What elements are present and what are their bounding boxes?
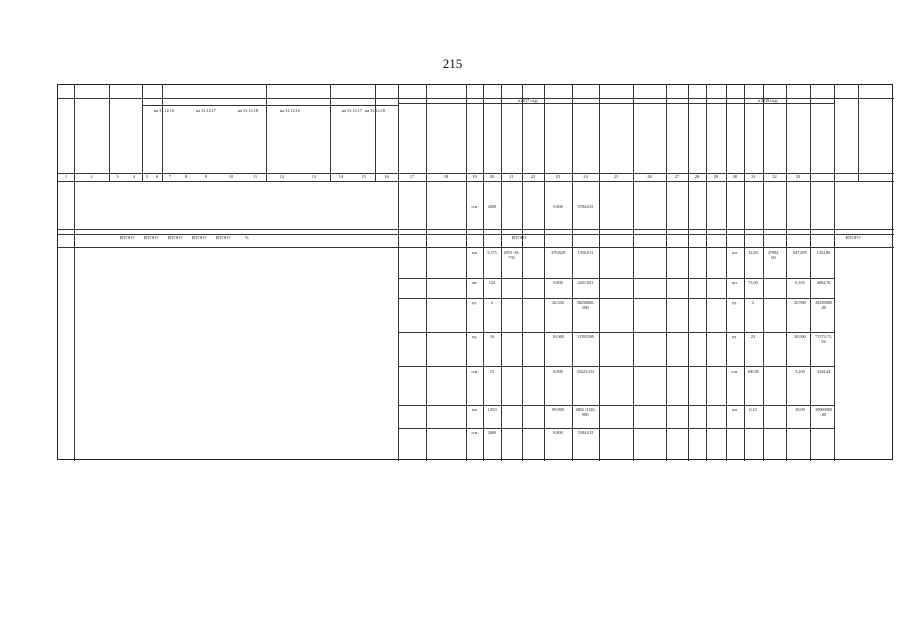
summary-cell: ИТОГО (215, 235, 231, 240)
column-number: 28 (694, 174, 700, 179)
row-rule (398, 405, 834, 406)
row-rule (58, 229, 894, 230)
cell-cost: 38250000 ,00 (815, 301, 832, 310)
cell-qty: 1,853 (487, 408, 497, 412)
cell-price: 47902, 00 (767, 251, 780, 260)
cell-qty: 73,00 (748, 281, 758, 285)
column-number: 24 (583, 174, 588, 179)
cell-unit: ед. (472, 335, 477, 339)
header-date: на 31.12.18 (238, 109, 258, 113)
row-rule (398, 428, 834, 429)
column-number: 31 (751, 174, 756, 179)
cell-cost: 4004,76 (816, 281, 831, 285)
cell-cost: 38250000, 000 (576, 301, 595, 310)
cell-unit: км (732, 408, 737, 412)
row-rule (398, 332, 834, 333)
cell-unit: ед. (472, 301, 477, 305)
header-date: на 31.12.17 (196, 109, 216, 113)
summary-cell: ИТОГО (119, 235, 135, 240)
cell-unit: ед. (732, 301, 737, 305)
column-number: 16 (384, 174, 389, 179)
cell-rate: 89,900 (552, 408, 564, 412)
cell-unit: км (732, 251, 737, 255)
cell-qty: 5,375 (487, 251, 497, 255)
cell-cost: 1352,86 (816, 251, 831, 255)
cell-rate: 5,200 (795, 370, 805, 374)
column-rule (74, 85, 75, 461)
cell-cost: 4451,653 (577, 281, 594, 285)
summary-cell: ИТОГО (511, 235, 527, 240)
cell-rate: 0,800 (553, 431, 563, 435)
column-number: 21 (509, 174, 514, 179)
cell-rate: 26,500 (552, 301, 564, 305)
cell-cost: 1356,011 (577, 251, 594, 255)
column-rule (142, 85, 143, 181)
column-number: 2 (90, 174, 93, 179)
row-rule (398, 298, 834, 299)
first-qty: 2600 (487, 205, 497, 209)
cell-cost: 5384,615 (577, 431, 594, 435)
header-date: на 31.12.17 (342, 109, 362, 113)
cell-price: 2053 /16, 735 (503, 251, 520, 260)
cell-unit: п.м (731, 370, 738, 374)
row-rule (398, 366, 834, 367)
cell-unit: шт (731, 281, 738, 285)
column-number: 22 (530, 174, 536, 179)
cell-qty: 23 (750, 335, 756, 339)
column-number: 25 (613, 174, 619, 179)
column-number: 23 (555, 174, 561, 179)
cell-rate: 20,900 (794, 335, 806, 339)
column-number: 4 (132, 174, 136, 179)
column-rule (330, 85, 331, 181)
header-date: на 31.12.16 (280, 109, 300, 113)
row-rule (58, 181, 894, 182)
cell-rate: 0,103 (795, 281, 805, 285)
cell-rate: 0,800 (553, 281, 563, 285)
cell-qty: 124 (488, 281, 496, 285)
first-unit: п.м (471, 205, 478, 209)
cell-cost: 31592500 (577, 335, 594, 339)
cell-unit: шт. (471, 281, 478, 285)
year-2018-header: в 2018 году (757, 99, 779, 103)
summary-cell: % (245, 235, 249, 240)
first-cost: 3784,615 (577, 205, 594, 209)
column-number: 20 (489, 174, 495, 179)
column-number: 27 (674, 174, 680, 179)
cell-unit: км (472, 408, 477, 412)
cell-unit: п.м (471, 370, 478, 374)
column-number: 8 (184, 174, 188, 179)
cell-qty: 32,84 (748, 251, 758, 255)
column-number: 12 (279, 174, 285, 179)
cell-rate: 16,900 (552, 335, 564, 339)
column-number: 9 (204, 174, 208, 179)
cell-qty: 0,23 (749, 408, 757, 412)
cell-qty: 2 (490, 301, 494, 305)
column-number: 32 (772, 174, 777, 179)
data-table (57, 84, 893, 460)
column-number: 33 (795, 174, 801, 179)
cell-unit: ед. (732, 335, 737, 339)
column-number: 13 (311, 174, 317, 179)
cell-qty: 2600 (487, 431, 497, 435)
cell-rate: 270,828 (551, 251, 565, 255)
row-rule (398, 278, 834, 279)
column-number: 26 (647, 174, 652, 179)
cell-cost: 39000000 ,00 (815, 408, 832, 417)
summary-cell: ИТОГО (143, 235, 159, 240)
cell-cost: 33223,333 (576, 370, 595, 374)
cell-cost: 4892 /2126, 885 (575, 408, 596, 417)
year-2017-header: в 2017 году (517, 99, 539, 103)
first-rate: 0,800 (553, 205, 563, 209)
cell-qty: 16 (489, 335, 495, 339)
column-rule (858, 85, 859, 181)
column-number: 11 (252, 174, 258, 179)
column-number: 17 (409, 174, 415, 179)
cell-rate: 6,900 (553, 370, 563, 374)
cell-unit: км (472, 251, 477, 255)
column-number: 30 (732, 174, 738, 179)
column-rule (266, 85, 267, 181)
cell-qty: 2 (751, 301, 755, 305)
header-date: на 31.12.16 (154, 109, 174, 113)
row-rule (142, 105, 398, 106)
column-number: 14 (338, 174, 344, 179)
column-rule (375, 85, 376, 181)
cell-unit: п.м (471, 431, 478, 435)
column-number: 3 (116, 174, 119, 179)
column-number: 29 (713, 174, 719, 179)
cell-cost: 3444,44 (816, 370, 831, 374)
column-rule (162, 85, 163, 181)
cell-rate: 20,900 (794, 301, 806, 305)
column-rule (109, 85, 110, 181)
column-rule (834, 85, 835, 461)
column-number: 6 (155, 174, 159, 179)
cell-rate: 647,895 (793, 251, 807, 255)
column-number: 10 (228, 174, 234, 179)
page-number: 215 (442, 56, 463, 71)
column-number: 18 (443, 174, 449, 179)
row-rule (58, 247, 894, 248)
column-number: 15 (361, 174, 366, 179)
summary-cell: ИТОГО (167, 235, 183, 240)
cell-rate: 29,00 (795, 408, 805, 412)
cell-qty: 180,00 (747, 370, 759, 374)
header-date: на 31.12.18 (365, 109, 385, 113)
cell-cost: 71573,73, 94 (815, 335, 832, 344)
column-number: 1 (64, 174, 68, 179)
column-number: 19 (472, 174, 477, 179)
cell-qty: 15 (489, 370, 495, 374)
summary-cell: ИТОГО (191, 235, 207, 240)
summary-cell: ИТОГО (845, 235, 861, 240)
column-number: 5 (145, 174, 149, 179)
column-number: 7 (168, 174, 172, 179)
